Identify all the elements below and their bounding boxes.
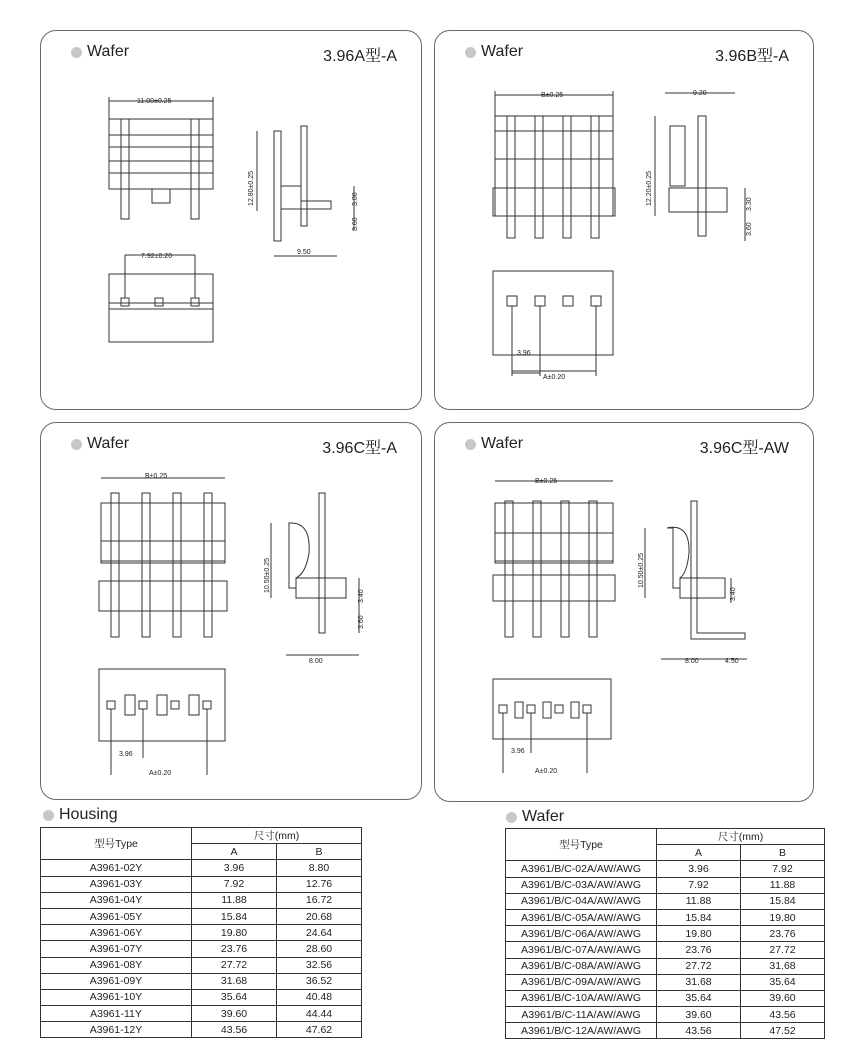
cell-b: 11.88: [741, 877, 825, 893]
cell-type: A3961-05Y: [41, 908, 192, 924]
cell-b: 43.56: [741, 1007, 825, 1023]
cell-type: A3961/B/C-12A/AW/AWG: [506, 1023, 657, 1039]
cell-type: A3961-04Y: [41, 892, 192, 908]
dim-h1: 3.40: [730, 587, 737, 601]
table-row: [41, 1022, 362, 1038]
cell-b: 47.52: [741, 1023, 825, 1039]
cell-a: 39.60: [192, 1006, 277, 1022]
dim-height: 12.20±0.25: [646, 171, 653, 206]
table-row: [506, 942, 825, 958]
cell-type: A3961-06Y: [41, 925, 192, 941]
cell-a: 7.92: [192, 876, 277, 892]
panel-396c-a: [40, 422, 422, 800]
cell-b: 35.64: [741, 974, 825, 990]
table-row: [41, 941, 362, 957]
drawing-396c-a: [41, 423, 421, 799]
dim-width: B±0.25: [541, 92, 564, 99]
dim-h1: 3.00: [352, 192, 359, 206]
table-row: [506, 990, 825, 1006]
cell-type: A3961/B/C-09A/AW/AWG: [506, 974, 657, 990]
cell-a: 39.60: [657, 1007, 741, 1023]
dim-total: A±0.20: [535, 768, 558, 775]
drawing-396c-aw: [435, 423, 813, 801]
wafer-table-body: [506, 861, 825, 1039]
table-row: [41, 908, 362, 924]
table-row: [41, 876, 362, 892]
cell-b: 32.56: [277, 957, 362, 973]
dim-side: 9.20: [693, 90, 707, 97]
table-row: [41, 860, 362, 876]
cell-a: 3.96: [657, 861, 741, 877]
cell-b: 47.62: [277, 1022, 362, 1038]
cell-type: A3961/B/C-04A/AW/AWG: [506, 893, 657, 909]
table-row: [506, 974, 825, 990]
dim-h2: 3.60: [352, 217, 359, 231]
wafer-section-title: Wafer: [506, 808, 564, 826]
cell-b: 8.80: [277, 860, 362, 876]
table-row: [506, 1023, 825, 1039]
table-row: [41, 1006, 362, 1022]
dim-depth: 9.50: [297, 249, 311, 256]
cell-type: A3961/B/C-05A/AW/AWG: [506, 909, 657, 925]
panel-396a-a: [40, 30, 422, 410]
panel-title: Wafer: [71, 435, 129, 453]
col-b: B: [277, 844, 362, 860]
dim-tail: 4.50: [725, 658, 739, 665]
panel-396c-aw: [434, 422, 814, 802]
bullet-icon: [506, 812, 517, 823]
cell-a: 27.72: [192, 957, 277, 973]
cell-b: 39.60: [741, 990, 825, 1006]
cell-a: 11.88: [657, 893, 741, 909]
cell-b: 36.52: [277, 973, 362, 989]
table-row: [506, 1007, 825, 1023]
cell-type: A3961-11Y: [41, 1006, 192, 1022]
col-b: B: [741, 845, 825, 861]
dim-width: B±0.25: [145, 473, 168, 480]
dim-pitch: 3.96: [119, 751, 133, 758]
table-row: [41, 957, 362, 973]
cell-b: 12.76: [277, 876, 362, 892]
table-row: [506, 893, 825, 909]
col-a: A: [192, 844, 277, 860]
cell-a: 15.84: [192, 908, 277, 924]
dim-h2: 3.60: [358, 615, 365, 629]
cell-b: 7.92: [741, 861, 825, 877]
cell-a: 35.64: [192, 989, 277, 1005]
dim-h2: 3.60: [746, 222, 753, 236]
col-type: 型号Type: [506, 829, 657, 861]
cell-type: A3961/B/C-07A/AW/AWG: [506, 942, 657, 958]
table-row: [41, 892, 362, 908]
dim-height: 12.80±0.25: [248, 171, 255, 206]
cell-a: 23.76: [657, 942, 741, 958]
table-row: [41, 925, 362, 941]
cell-a: 43.56: [192, 1022, 277, 1038]
col-size: 尺寸(mm): [192, 828, 362, 844]
cell-a: 19.80: [192, 925, 277, 941]
cell-type: A3961/B/C-03A/AW/AWG: [506, 877, 657, 893]
cell-a: 3.96: [192, 860, 277, 876]
cell-a: 23.76: [192, 941, 277, 957]
panel-title: Wafer: [465, 435, 523, 453]
col-a: A: [657, 845, 741, 861]
housing-table: [40, 827, 362, 1038]
housing-table-body: [41, 860, 362, 1038]
dim-total: A±0.20: [149, 770, 172, 777]
table-row: [506, 877, 825, 893]
dim-total: A±0.20: [543, 374, 566, 381]
table-row: [506, 958, 825, 974]
col-type: 型号Type: [41, 828, 192, 860]
dim-pitch: 7.92±0.20: [141, 253, 173, 260]
cell-b: 44.44: [277, 1006, 362, 1022]
cell-b: 27.72: [741, 942, 825, 958]
dim-depth: 8.00: [685, 658, 699, 665]
panel-title: Wafer: [465, 43, 523, 61]
dim-depth: 8.00: [309, 658, 323, 665]
cell-b: 24.64: [277, 925, 362, 941]
cell-b: 15.84: [741, 893, 825, 909]
cell-b: 20.68: [277, 908, 362, 924]
cell-a: 19.80: [657, 926, 741, 942]
dim-height: 10.50±0.25: [638, 553, 645, 588]
cell-type: A3961/B/C-02A/AW/AWG: [506, 861, 657, 877]
dim-width: 11.00±0.25: [137, 98, 172, 105]
cell-b: 19.80: [741, 909, 825, 925]
cell-a: 15.84: [657, 909, 741, 925]
cell-type: A3961-08Y: [41, 957, 192, 973]
cell-b: 16.72: [277, 892, 362, 908]
cell-a: 7.92: [657, 877, 741, 893]
dim-h1: 3.30: [746, 197, 753, 211]
dim-h1: 3.40: [358, 589, 365, 603]
panel-title: Wafer: [71, 43, 129, 61]
drawing-396a-a: [41, 31, 421, 409]
panel-model: 3.96A型-A: [323, 48, 397, 65]
cell-a: 27.72: [657, 958, 741, 974]
cell-type: A3961-12Y: [41, 1022, 192, 1038]
cell-a: 43.56: [657, 1023, 741, 1039]
panel-model: 3.96C型-A: [322, 440, 397, 457]
wafer-table: [505, 828, 825, 1039]
cell-type: A3961-02Y: [41, 860, 192, 876]
cell-type: A3961-09Y: [41, 973, 192, 989]
cell-a: 35.64: [657, 990, 741, 1006]
cell-b: 23.76: [741, 926, 825, 942]
col-size: 尺寸(mm): [657, 829, 825, 845]
panel-model: 3.96B型-A: [715, 48, 789, 65]
dim-width: B±0.25: [535, 478, 558, 485]
cell-a: 31.68: [657, 974, 741, 990]
panel-model: 3.96C型-AW: [699, 440, 789, 457]
cell-a: 31.68: [192, 973, 277, 989]
bullet-icon: [43, 810, 54, 821]
cell-type: A3961/B/C-08A/AW/AWG: [506, 958, 657, 974]
housing-section-title: Housing: [43, 806, 118, 824]
cell-a: 11.88: [192, 892, 277, 908]
dim-pitch: 3.96: [517, 350, 531, 357]
cell-type: A3961-07Y: [41, 941, 192, 957]
dim-height: 10.50±0.25: [264, 558, 271, 593]
panel-396b-a: [434, 30, 814, 410]
cell-b: 40.48: [277, 989, 362, 1005]
cell-type: A3961/B/C-10A/AW/AWG: [506, 990, 657, 1006]
cell-type: A3961-10Y: [41, 989, 192, 1005]
cell-b: 31.68: [741, 958, 825, 974]
dim-pitch: 3.96: [511, 748, 525, 755]
drawing-396b-a: [435, 31, 813, 409]
cell-type: A3961/B/C-06A/AW/AWG: [506, 926, 657, 942]
table-row: [41, 973, 362, 989]
cell-type: A3961-03Y: [41, 876, 192, 892]
table-row: [506, 909, 825, 925]
table-row: [506, 861, 825, 877]
table-row: [41, 989, 362, 1005]
table-row: [506, 926, 825, 942]
cell-type: A3961/B/C-11A/AW/AWG: [506, 1007, 657, 1023]
cell-b: 28.60: [277, 941, 362, 957]
